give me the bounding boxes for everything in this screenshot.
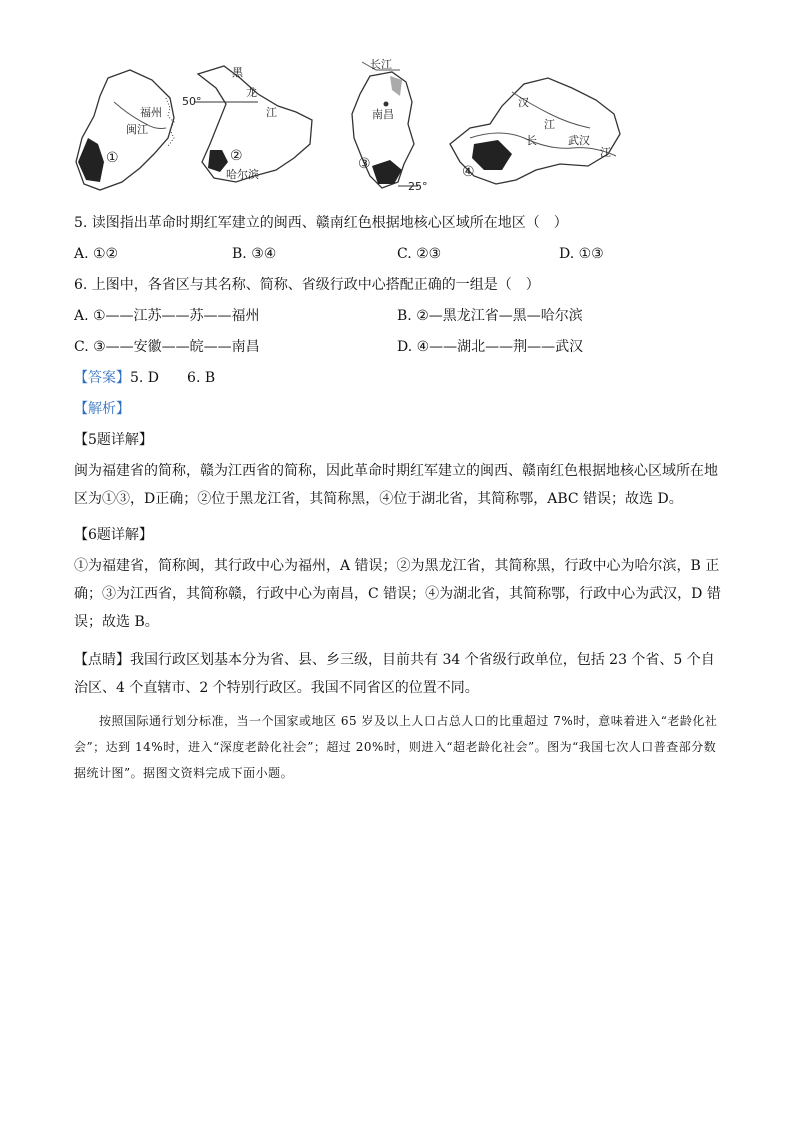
label-chang: 长: [526, 134, 537, 147]
q6-stem: 6. 上图中，各省区与其名称、简称、省级行政中心搭配正确的一组是（ ）: [74, 277, 540, 293]
label-fuzhou: 福州: [140, 106, 162, 119]
map-heilongjiang: [182, 58, 328, 198]
label-minjiang: 闽江: [126, 123, 148, 136]
label-changjiang: 长江: [370, 58, 392, 71]
q6-option-b: B. ②—黑龙江省—黑—哈尔滨: [397, 308, 583, 324]
label-han: 汉: [518, 96, 529, 109]
q5-option-b: B. ③④: [232, 246, 277, 262]
nanchang-dot: [384, 102, 389, 107]
q6-option-c: C. ③——安徽——皖——南昌: [74, 339, 260, 355]
map-fujian: [70, 58, 190, 198]
answer-tag: 【答案】: [74, 370, 130, 386]
q6-option-d: D. ④——湖北——荆——武汉: [397, 339, 584, 355]
province-maps: [60, 58, 640, 198]
label-25deg: 25°: [408, 180, 428, 193]
map-jiangxi: [342, 58, 432, 198]
region-2-fill: [208, 150, 228, 172]
detail6-text: ①为福建省，简称闽，其行政中心为福州，A 错误；②为黑龙江省，其简称黑，行政中心为哈尔滨，B 正确；③为江西省，其简称赣，行政中心为南昌，C 错误；④为湖北省，其简称鄂，行政中心为武汉，D 错误；故选 B。: [74, 558, 721, 630]
label-50deg: 50°: [182, 95, 202, 108]
region-3-fill: [372, 160, 402, 184]
map-hubei: [440, 58, 625, 198]
intro-paragraph: 按照国际通行划分标准，当一个国家或地区 65 岁及以上人口占总人口的比重超过 7%时，意味着进入“老龄化社会”；达到 14%时，进入“深度老龄化社会”；超过 20%时，则进入“超老龄化社会”。图为“我国七次人口普查部分数据统计图”。据图文资料完成下面小题。: [74, 714, 718, 780]
q5-option-d: D. ①③: [559, 246, 604, 262]
q5-option-a: A. ①②: [74, 246, 119, 262]
answer-text: 5. D 6. B: [130, 370, 216, 386]
label-jiang-4: 江: [544, 118, 555, 131]
region-1-fill: [78, 138, 104, 182]
circle-4: ④: [462, 164, 475, 180]
answer-line: [74, 367, 215, 389]
note-tag: 【点睛】: [74, 652, 130, 668]
detail5-text: 闽为福建省的简称，赣为江西省的简称，因此革命时期红军建立的闽西、赣南红色根据地核心区域所在地区为①③，D正确；②位于黑龙江省，其简称黑，④位于湖北省，其简称鄂，ABC 错误；故选 D。: [74, 463, 718, 507]
analysis-tag: 【解析】: [74, 401, 130, 417]
circle-2: ②: [230, 148, 243, 164]
label-long: 龙: [246, 86, 257, 99]
detail5-tag: 【5题详解】: [74, 432, 153, 448]
detail6-tag: 【6题详解】: [74, 527, 153, 543]
label-jiang: 江: [266, 106, 277, 119]
label-nanchang: 南昌: [372, 108, 394, 121]
q5-option-c: C. ②③: [397, 246, 442, 262]
q6-option-a: A. ①——江苏——苏——福州: [74, 308, 260, 324]
circle-1: ①: [106, 150, 119, 166]
region-4-fill: [472, 140, 512, 170]
note-paragraph: [74, 646, 722, 702]
note-text: 我国行政区划基本分为省、县、乡三级，目前共有 34 个省级行政单位，包括 23 个省、5 个自治区、4 个直辖市、2 个特别行政区。我国不同省区的位置不同。: [74, 652, 715, 696]
label-harbin: 哈尔滨: [226, 168, 259, 181]
circle-3: ③: [358, 156, 371, 172]
q5-stem: 5. 读图指出革命时期红军建立的闽西、赣南红色根据地核心区域所在地区（ ）: [74, 215, 568, 231]
analysis-line: [74, 398, 130, 420]
label-jiang2-4: 江: [600, 146, 611, 159]
label-hei: 黑: [232, 66, 243, 79]
label-wuhan: 武汉: [568, 134, 590, 147]
